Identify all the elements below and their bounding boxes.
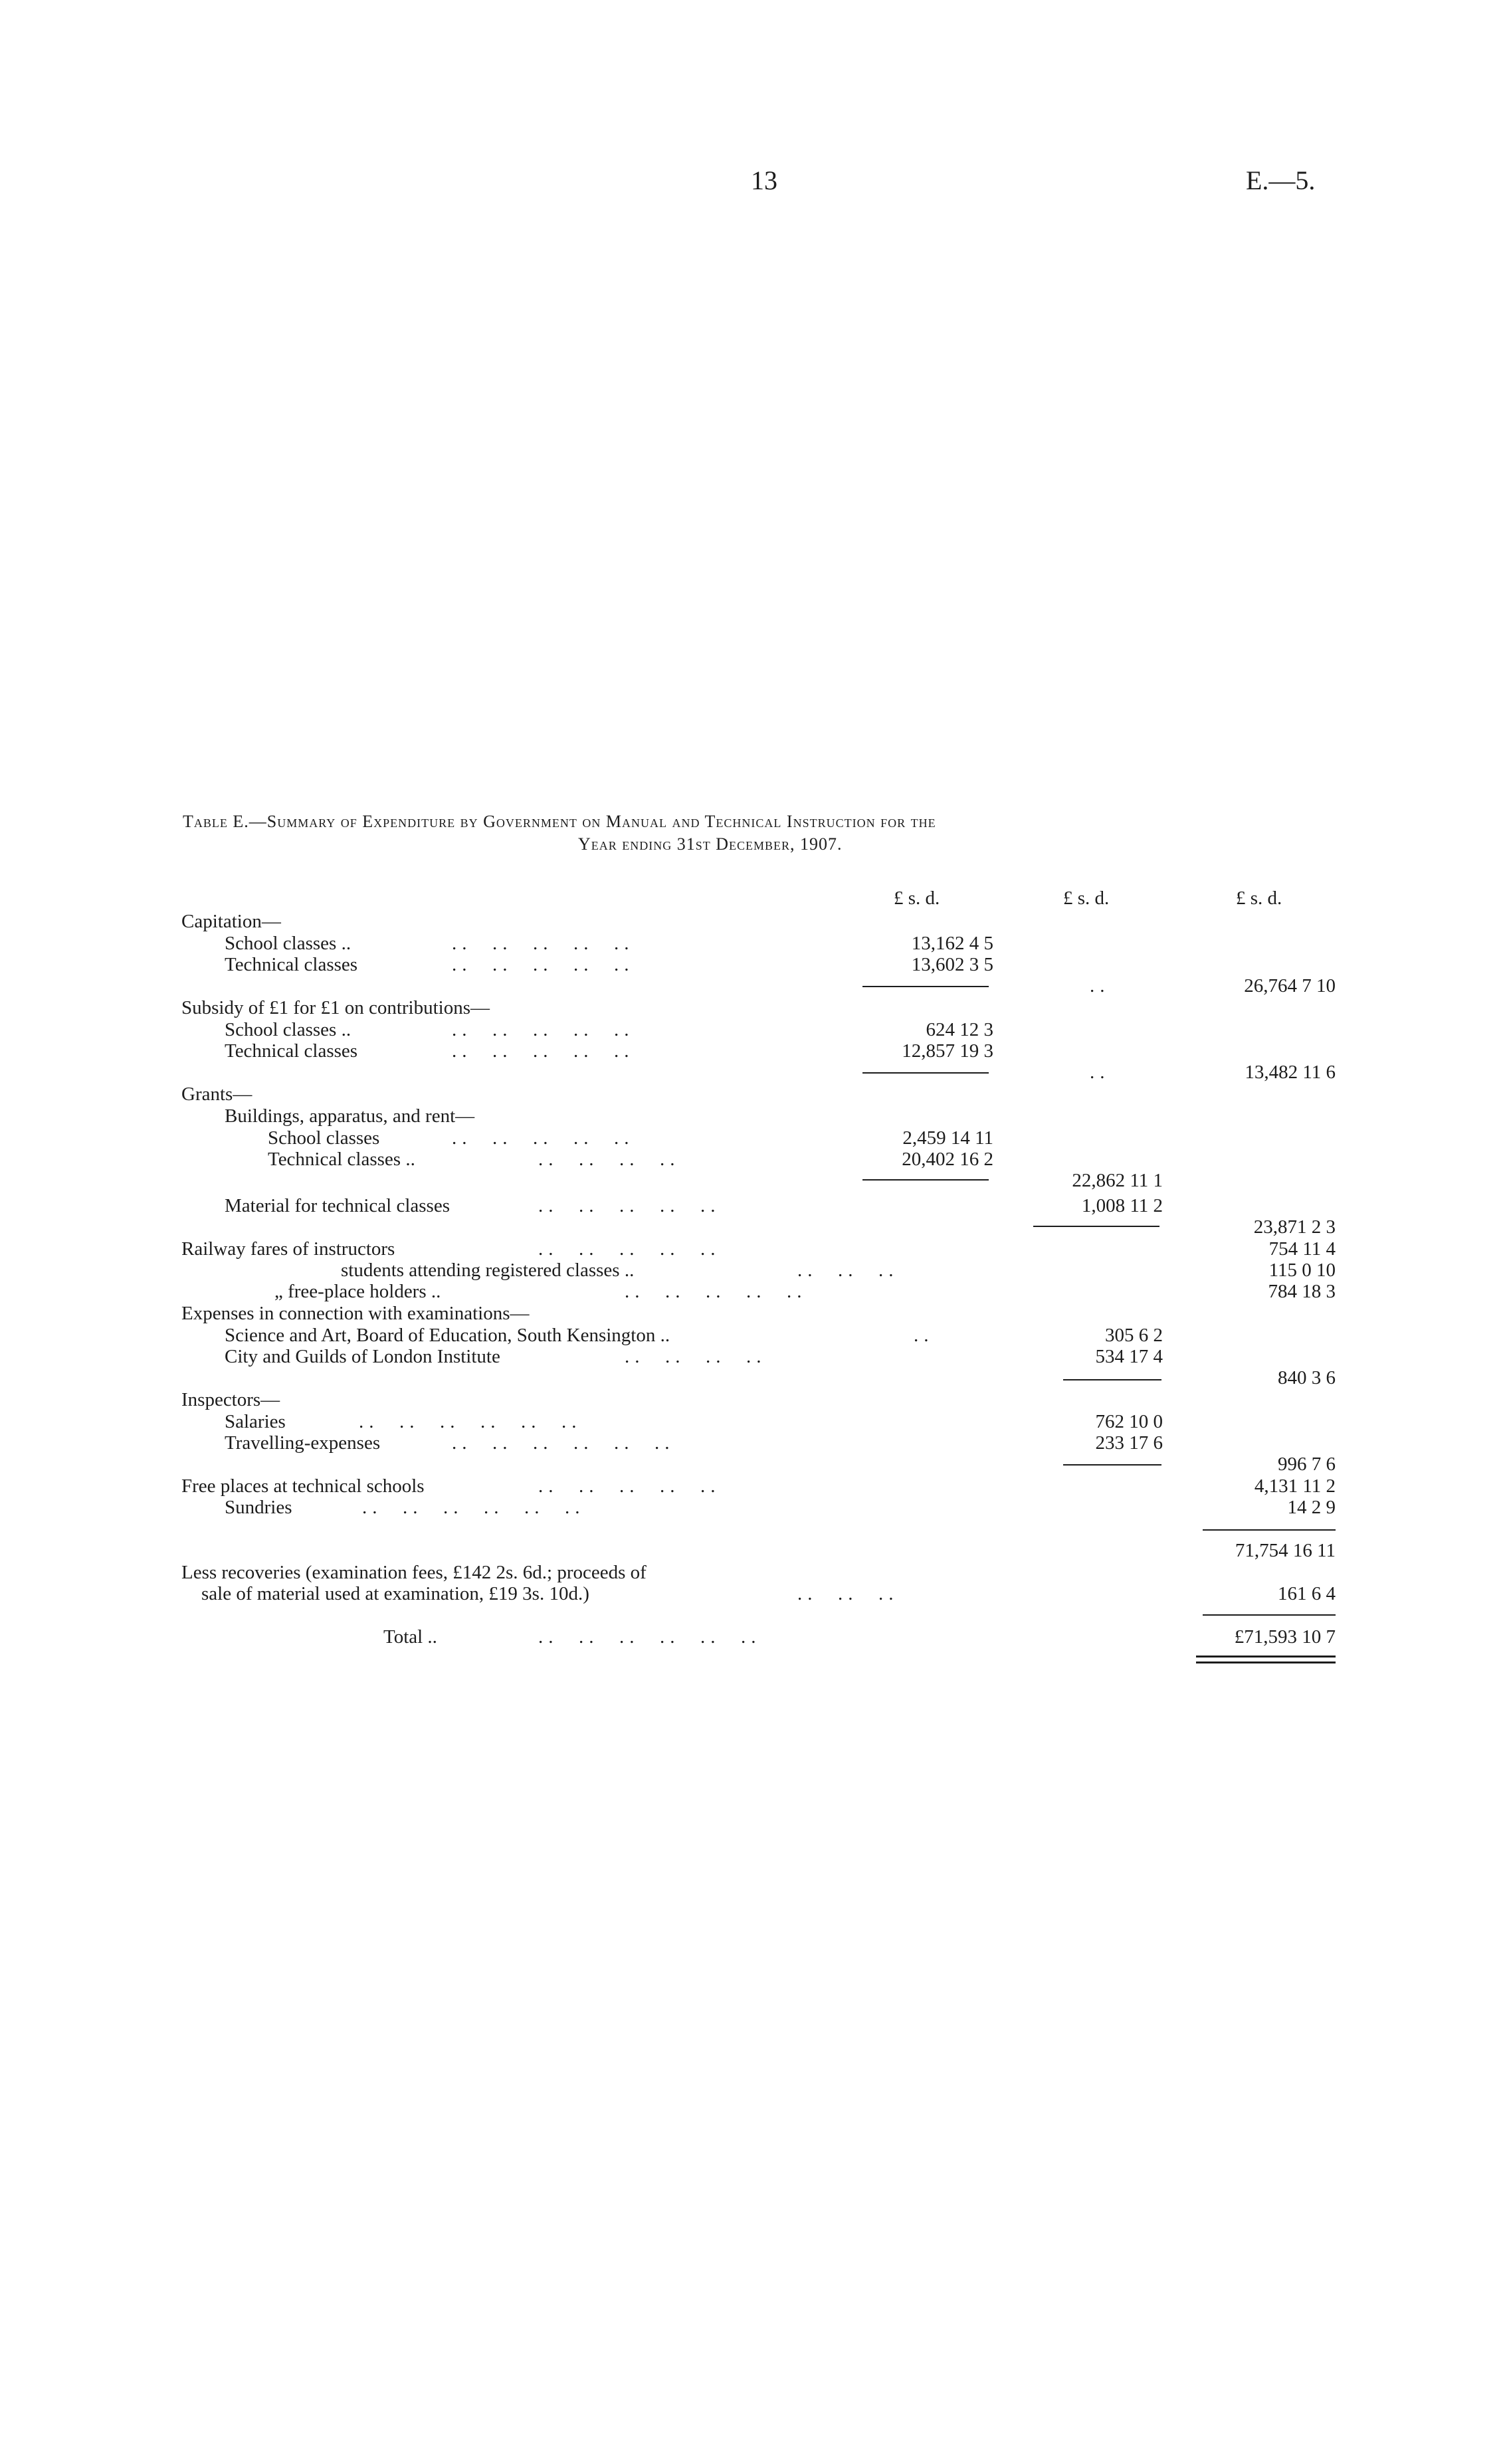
grants-material-value: 1,008 11 2 bbox=[1081, 1195, 1163, 1216]
examinations-sum-rule bbox=[1063, 1379, 1161, 1380]
capitation-technical-value: 13,602 3 5 bbox=[911, 954, 993, 975]
capitation-school-value: 13,162 4 5 bbox=[911, 933, 993, 954]
leader-dots: .. .. .. .. .. bbox=[625, 1281, 807, 1302]
leader-dots: .. .. .. .. .. bbox=[452, 1127, 635, 1149]
leader-dots: .. .. .. .. .. bbox=[452, 933, 635, 954]
subtotal-value: 71,754 16 11 bbox=[1235, 1540, 1336, 1561]
subsidy-total: 13,482 11 6 bbox=[1245, 1062, 1336, 1083]
leader-dots: .. .. .. .. .. bbox=[452, 1040, 635, 1062]
free-places-label: Free places at technical schools bbox=[181, 1475, 425, 1497]
free-places-value: 4,131 11 2 bbox=[1254, 1475, 1336, 1497]
grants-total: 23,871 2 3 bbox=[1253, 1216, 1336, 1238]
recoveries-value: 161 6 4 bbox=[1278, 1583, 1336, 1604]
subsidy-technical-label: Technical classes bbox=[225, 1040, 358, 1062]
grants-material-rule bbox=[1033, 1226, 1159, 1227]
recoveries-line-1: Less recoveries (examination fees, £142 2s. 6d.; proceeds of bbox=[181, 1562, 647, 1583]
capitation-heading: Capitation— bbox=[181, 911, 281, 932]
subsidy-school-label: School classes .. bbox=[225, 1019, 352, 1040]
column-header-1: £ s. d. bbox=[894, 888, 940, 909]
leader-dots: .. .. .. .. .. bbox=[452, 954, 635, 975]
examinations-heading: Expenses in connection with examinations— bbox=[181, 1303, 530, 1324]
leader-dots: .. .. .. .. .. bbox=[538, 1195, 721, 1216]
leader-dots: .. .. .. .. .. bbox=[538, 1475, 721, 1497]
grants-buildings-total: 22,862 11 1 bbox=[1072, 1170, 1163, 1191]
inspectors-salaries-value: 762 10 0 bbox=[1095, 1411, 1163, 1432]
inspectors-sum-rule bbox=[1063, 1464, 1161, 1466]
capitation-total: 26,764 7 10 bbox=[1244, 975, 1336, 996]
table-title-line-2: Year ending 31st December, 1907. bbox=[578, 834, 843, 854]
leader-dots: .. bbox=[1090, 1062, 1110, 1083]
capitation-technical-label: Technical classes bbox=[225, 954, 358, 975]
table-title-line-1: Table E.—Summary of Expenditure by Government on Manual and Technical Instruction for the bbox=[183, 812, 936, 831]
grants-technical-label: Technical classes .. bbox=[268, 1149, 415, 1170]
inspectors-travelling-value: 233 17 6 bbox=[1095, 1432, 1163, 1454]
railway-free-label: „ free-place holders .. bbox=[274, 1281, 441, 1302]
column-header-3: £ s. d. bbox=[1236, 888, 1282, 909]
examinations-science-value: 305 6 2 bbox=[1105, 1325, 1163, 1346]
sundries-label: Sundries bbox=[225, 1497, 292, 1518]
grants-school-value: 2,459 14 11 bbox=[902, 1127, 993, 1149]
railway-instructors-label: Railway fares of instructors bbox=[181, 1238, 395, 1260]
railway-students-value: 115 0 10 bbox=[1268, 1260, 1336, 1281]
subsidy-heading: Subsidy of £1 for £1 on contributions— bbox=[181, 997, 490, 1018]
examinations-city-value: 534 17 4 bbox=[1095, 1346, 1163, 1367]
leader-dots: .. .. .. .. .. .. bbox=[538, 1626, 761, 1648]
leader-dots: .. .. .. .. .. .. bbox=[452, 1432, 675, 1454]
subtotal-rule bbox=[1203, 1529, 1336, 1531]
inspectors-total: 996 7 6 bbox=[1278, 1454, 1336, 1475]
leader-dots: .. .. .. .. .. bbox=[538, 1238, 721, 1260]
railway-instructors-value: 754 11 4 bbox=[1268, 1238, 1336, 1260]
examinations-total: 840 3 6 bbox=[1278, 1367, 1336, 1388]
recoveries-rule bbox=[1203, 1614, 1336, 1616]
total-double-rule-top bbox=[1196, 1656, 1336, 1658]
leader-dots: .. .. .. .. bbox=[625, 1346, 767, 1367]
total-value: £71,593 10 7 bbox=[1234, 1626, 1336, 1648]
document-reference: E.—5. bbox=[1246, 165, 1316, 195]
sundries-value: 14 2 9 bbox=[1287, 1497, 1336, 1518]
leader-dots: .. .. .. .. .. bbox=[452, 1019, 635, 1040]
page-number: 13 bbox=[751, 165, 777, 195]
capitation-sum-rule bbox=[862, 986, 989, 987]
leader-dots: .. bbox=[914, 1325, 934, 1346]
grants-sub-heading: Buildings, apparatus, and rent— bbox=[225, 1105, 475, 1127]
leader-dots: .. .. .. bbox=[797, 1260, 899, 1281]
railway-free-value: 784 18 3 bbox=[1268, 1281, 1336, 1302]
grants-technical-value: 20,402 16 2 bbox=[902, 1149, 993, 1170]
recoveries-line-2: sale of material used at examination, £19 3s. 10d.) bbox=[201, 1583, 589, 1604]
examinations-city-label: City and Guilds of London Institute bbox=[225, 1346, 500, 1367]
grants-heading: Grants— bbox=[181, 1084, 252, 1105]
examinations-science-label: Science and Art, Board of Education, South Kensington .. bbox=[225, 1325, 670, 1346]
capitation-school-label: School classes .. bbox=[225, 933, 352, 954]
leader-dots: .. .. .. bbox=[797, 1583, 899, 1604]
leader-dots: .. .. .. .. bbox=[538, 1149, 680, 1170]
leader-dots: .. .. .. .. .. .. bbox=[359, 1411, 582, 1432]
total-label: Total .. bbox=[383, 1626, 437, 1648]
total-double-rule-bottom bbox=[1196, 1661, 1336, 1663]
grants-sum-rule bbox=[862, 1179, 989, 1181]
subsidy-technical-value: 12,857 19 3 bbox=[902, 1040, 993, 1062]
leader-dots: .. bbox=[1090, 975, 1110, 996]
inspectors-travelling-label: Travelling-expenses bbox=[225, 1432, 381, 1454]
grants-material-label: Material for technical classes bbox=[225, 1195, 450, 1216]
subsidy-sum-rule bbox=[862, 1072, 989, 1074]
inspectors-salaries-label: Salaries bbox=[225, 1411, 286, 1432]
inspectors-heading: Inspectors— bbox=[181, 1389, 280, 1410]
railway-students-label: students attending registered classes .. bbox=[341, 1260, 635, 1281]
subsidy-school-value: 624 12 3 bbox=[926, 1019, 993, 1040]
leader-dots: .. .. .. .. .. .. bbox=[362, 1497, 585, 1518]
column-header-2: £ s. d. bbox=[1063, 888, 1110, 909]
grants-school-label: School classes bbox=[268, 1127, 380, 1149]
